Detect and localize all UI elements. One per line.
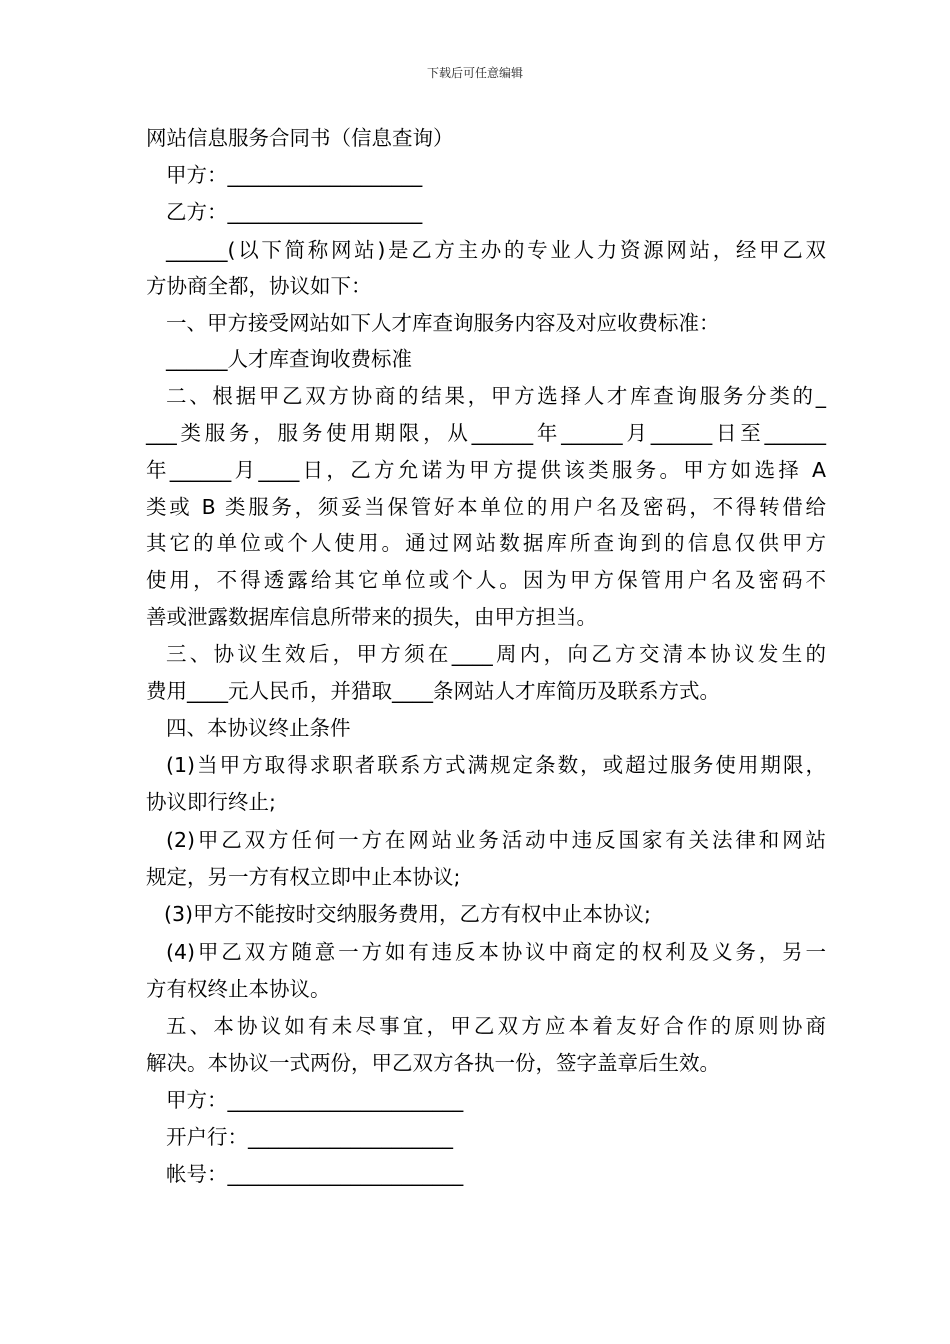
contract-line: 类或 B 类服务，须妥当保管好本单位的用户名及密码，不得转借给 [146, 495, 826, 519]
contract-line: (4)甲乙双方随意一方如有违反本协议中商定的权利及义务，另一 [166, 940, 826, 964]
contract-line: ______(以下简称网站)是乙方主办的专业人力资源网站，经甲乙双 [166, 238, 826, 262]
contract-line: (1)当甲方取得求职者联系方式满规定条数，或超过服务使用期限， [166, 753, 826, 777]
contract-line: 规定，另一方有权立即中止本协议; [146, 865, 461, 889]
contract-line: 方协商全都，协议如下： [146, 274, 372, 298]
contract-line: 三、协议生效后，甲方须在____周内，向乙方交清本协议发生的 [166, 642, 826, 666]
contract-line: 解决。本协议一式两份，甲乙双方各执一份，签字盖章后生效。 [146, 1051, 720, 1075]
contract-line: ___类服务，服务使用期限，从______年______月______日至______ [146, 421, 826, 445]
contract-line: 五、本协议如有未尽事宜，甲乙双方应本着友好合作的原则协商 [166, 1014, 826, 1038]
contract-line: 一、甲方接受网站如下人才库查询服务内容及对应收费标准： [166, 311, 720, 335]
contract-line: 协议即行终止; [146, 790, 276, 814]
contract-line: 使用，不得透露给其它单位或个人。因为甲方保管用户名及密码不 [146, 568, 826, 592]
contract-line: 年______月____日，乙方允诺为甲方提供该类服务。甲方如选择 A [146, 458, 826, 482]
page-header: 下载后可任意编辑 [426, 66, 523, 80]
contract-line: 四、本协议终止条件 [166, 716, 351, 740]
contract-line: 乙方：___________________ [166, 200, 423, 224]
contract-line: 开户行：____________________ [166, 1125, 453, 1149]
contract-line: 甲方：_______________________ [166, 1088, 464, 1112]
contract-line: 网站信息服务合同书（信息查询） [146, 126, 454, 150]
contract-line: 方有权终止本协议。 [146, 977, 331, 1001]
contract-line: (2)甲乙双方任何一方在网站业务活动中违反国家有关法律和网站 [166, 828, 826, 852]
contract-line: 善或泄露数据库信息所带来的损失，由甲方担当。 [146, 605, 597, 629]
contract-line: (3)甲方不能按时交纳服务费用，乙方有权中止本协议; [164, 902, 651, 926]
contract-line: 费用____元人民币，并猎取____条网站人才库简历及联系方式。 [146, 679, 720, 703]
contract-line: 帐号：_______________________ [166, 1162, 464, 1186]
contract-line: 其它的单位或个人使用。通过网站数据库所查询到的信息仅供甲方 [146, 531, 826, 555]
contract-line: 二、根据甲乙双方协商的结果，甲方选择人才库查询服务分类的_ [166, 384, 826, 408]
contract-line: 甲方：___________________ [166, 163, 423, 187]
contract-line: ______人才库查询收费标准 [166, 347, 412, 371]
